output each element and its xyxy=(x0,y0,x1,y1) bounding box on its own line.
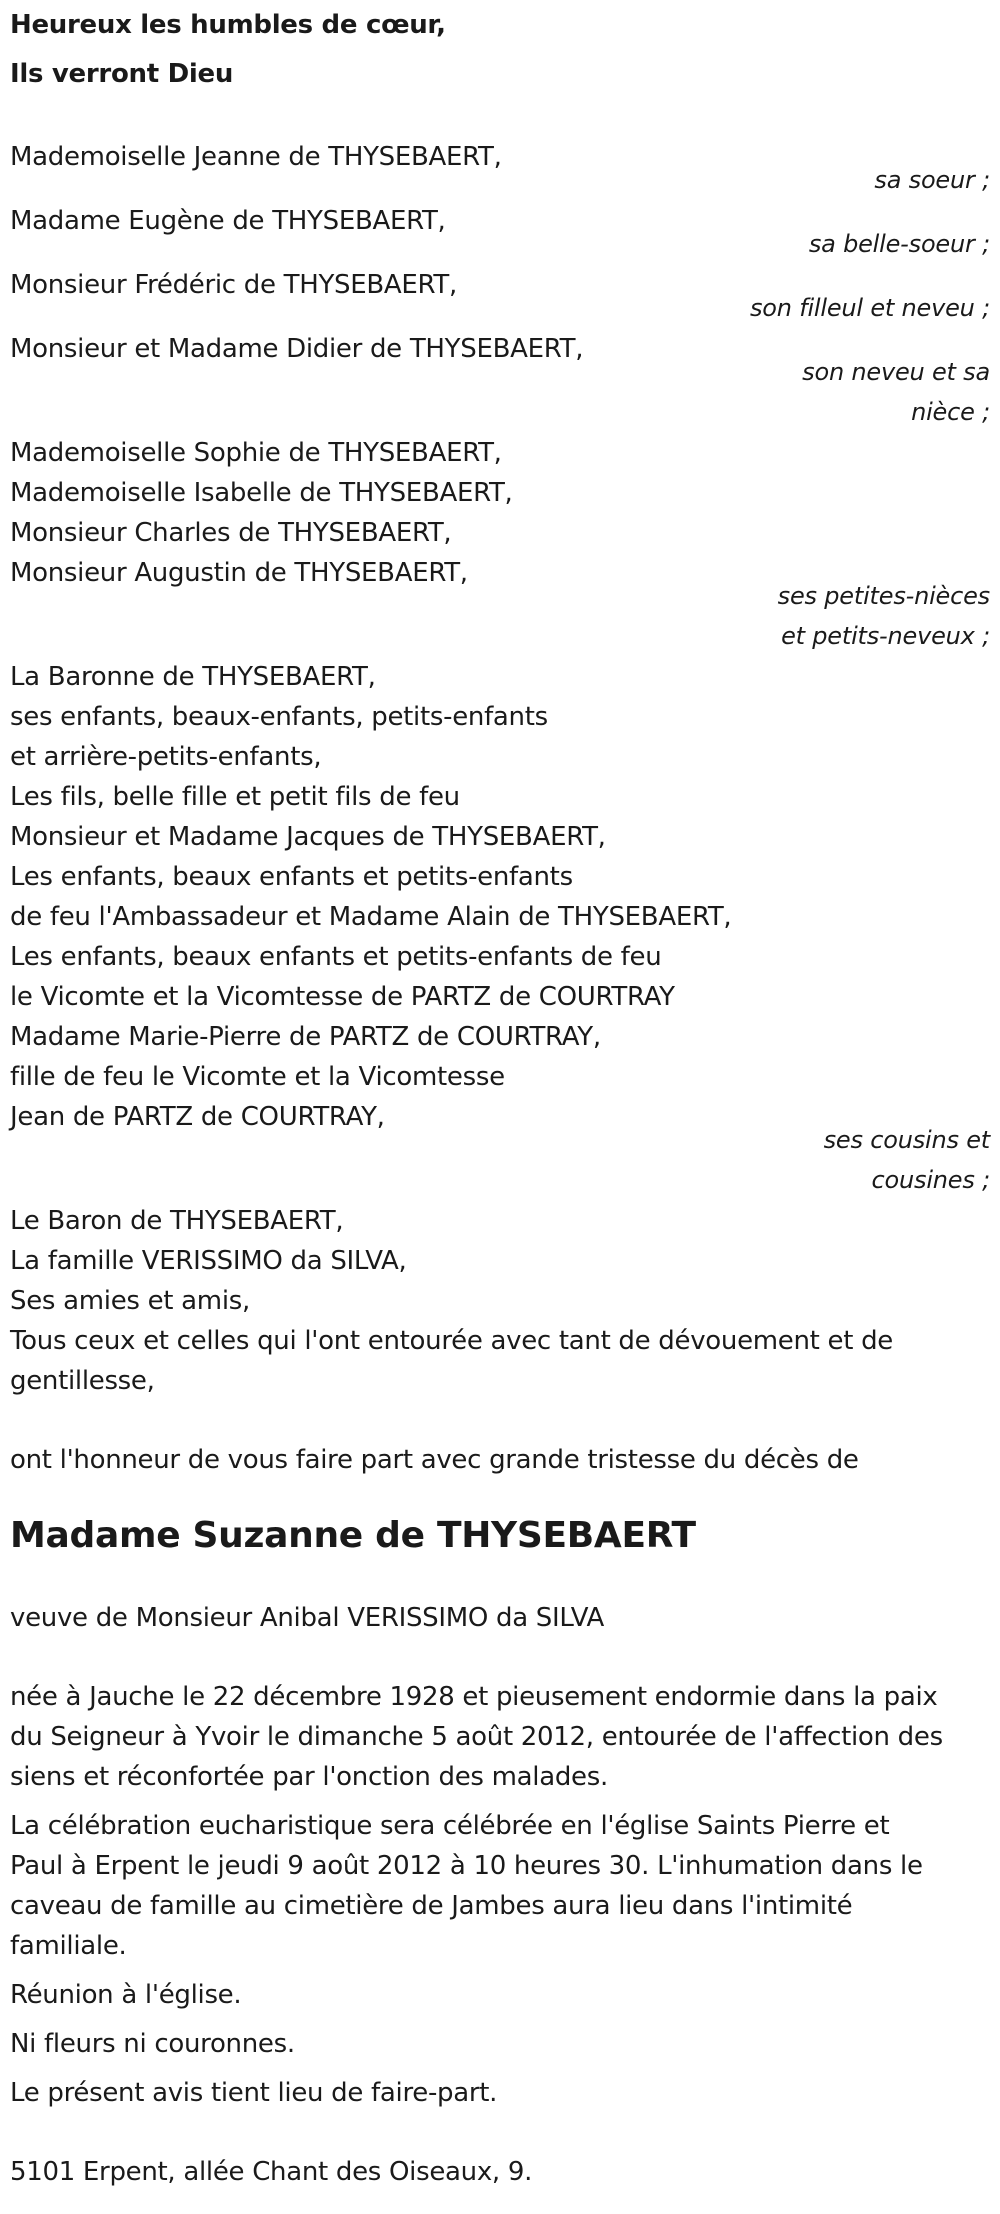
relation-cousins-2: cousines ; xyxy=(871,1166,990,1194)
notice-line: Le présent avis tient lieu de faire-part. xyxy=(10,2078,498,2108)
ceremony-line: familiale. xyxy=(10,1931,127,1961)
widow-line: veuve de Monsieur Anibal VERISSIMO da SILVA xyxy=(10,1603,604,1633)
relation-didier-2: nièce ; xyxy=(911,398,990,426)
relation-grand-2: et petits-neveux ; xyxy=(781,622,990,650)
mourner-cousins-line: le Vicomte et la Vicomtesse de PARTZ de COURTRAY xyxy=(10,982,675,1012)
relation-eugene: sa belle-soeur ; xyxy=(808,230,990,258)
mourner-cousins-line: et arrière-petits-enfants, xyxy=(10,742,322,772)
mourner-cousins-line: ses enfants, beaux-enfants, petits-enfants xyxy=(10,702,548,732)
mourner-cousins-line: La Baronne de THYSEBAERT, xyxy=(10,662,376,692)
ceremony-line: Paul à Erpent le jeudi 9 août 2012 à 10 heures 30. L'inhumation dans le xyxy=(10,1851,923,1881)
mourner-eugene: Madame Eugène de THYSEBAERT, xyxy=(10,206,446,236)
mourner-grand-line: Mademoiselle Isabelle de THYSEBAERT, xyxy=(10,478,513,508)
relation-grand-1: ses petites-nièces xyxy=(777,582,990,610)
relation-cousins-1: ses cousins et xyxy=(823,1126,990,1154)
mourner-cousins-line: Les enfants, beaux enfants et petits-enfants de feu xyxy=(10,942,662,972)
mourner-didier: Monsieur et Madame Didier de THYSEBAERT, xyxy=(10,334,584,364)
mourner-others-line: Ses amies et amis, xyxy=(10,1286,250,1316)
epigraph-line-1: Heureux les humbles de cœur, xyxy=(10,10,446,40)
mourner-cousins-line: Les enfants, beaux enfants et petits-enfants xyxy=(10,862,573,892)
birth-line: siens et réconfortée par l'onction des malades. xyxy=(10,1762,608,1792)
mourner-others-line: Le Baron de THYSEBAERT, xyxy=(10,1206,344,1236)
address-line: 5101 Erpent, allée Chant des Oiseaux, 9. xyxy=(10,2157,533,2187)
mourner-cousins-line: Jean de PARTZ de COURTRAY, xyxy=(10,1102,385,1132)
relation-frederic: son filleul et neveu ; xyxy=(749,294,990,322)
mourner-cousins-line: fille de feu le Vicomte et la Vicomtesse xyxy=(10,1062,505,1092)
mourner-cousins-line: de feu l'Ambassadeur et Madame Alain de THYSEBAERT, xyxy=(10,902,732,932)
flowers-line: Ni fleurs ni couronnes. xyxy=(10,2029,295,2059)
mourner-cousins-line: Les fils, belle fille et petit fils de feu xyxy=(10,782,460,812)
deceased-name: Madame Suzanne de THYSEBAERT xyxy=(10,1515,696,1556)
birth-line: née à Jauche le 22 décembre 1928 et pieusement endormie dans la paix xyxy=(10,1682,938,1712)
mourner-grand-line: Monsieur Charles de THYSEBAERT, xyxy=(10,518,452,548)
birth-line: du Seigneur à Yvoir le dimanche 5 août 2012, entourée de l'affection des xyxy=(10,1722,943,1752)
mourner-cousins-line: Madame Marie-Pierre de PARTZ de COURTRAY, xyxy=(10,1022,601,1052)
ceremony-line: caveau de famille au cimetière de Jambes aura lieu dans l'intimité xyxy=(10,1891,853,1921)
relation-didier-1: son neveu et sa xyxy=(802,358,990,386)
announcement-text: ont l'honneur de vous faire part avec grande tristesse du décès de xyxy=(10,1445,859,1475)
relation-jeanne: sa soeur ; xyxy=(874,166,990,194)
ceremony-line: La célébration eucharistique sera célébrée en l'église Saints Pierre et xyxy=(10,1811,890,1841)
reunion-line: Réunion à l'église. xyxy=(10,1980,242,2010)
mourner-jeanne: Mademoiselle Jeanne de THYSEBAERT, xyxy=(10,142,502,172)
mourner-grand-line: Monsieur Augustin de THYSEBAERT, xyxy=(10,558,468,588)
mourner-others-line: gentillesse, xyxy=(10,1366,155,1396)
epigraph-line-2: Ils verront Dieu xyxy=(10,59,234,89)
mourner-grand-line: Mademoiselle Sophie de THYSEBAERT, xyxy=(10,438,502,468)
mourner-cousins-line: Monsieur et Madame Jacques de THYSEBAERT, xyxy=(10,822,606,852)
mourner-others-line: La famille VERISSIMO da SILVA, xyxy=(10,1246,407,1276)
mourner-others-line: Tous ceux et celles qui l'ont entourée avec tant de dévouement et de xyxy=(10,1326,893,1356)
mourner-frederic: Monsieur Frédéric de THYSEBAERT, xyxy=(10,270,457,300)
